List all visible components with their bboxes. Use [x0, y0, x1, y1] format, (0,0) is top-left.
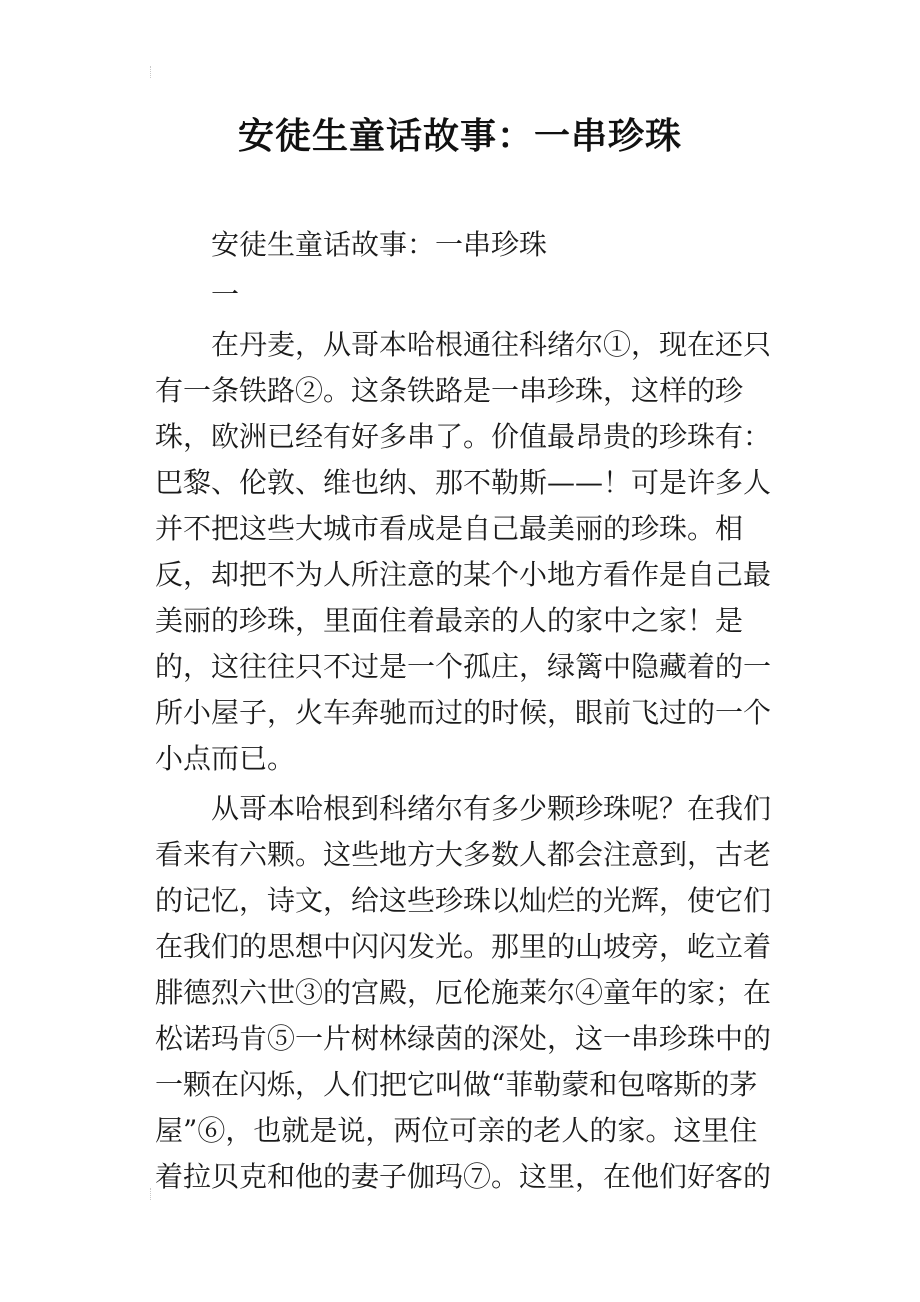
paragraph: 从哥本哈根到科绪尔有多少颗珍珠呢？在我们看来有六颗。这些地方大多数人都会注意到，古老的记忆，诗文，给这些珍珠以灿烂的光辉，使它们在我们的思想中闪闪发光。那里的山坡旁，屹立着腓德烈六世③的宫殿，厄伦施莱尔④童年的家；在松诺玛肯⑤一片树林绿茵的深处，这一串珍珠中的一颗在闪烁，人们把它叫做“菲勒蒙和包喀斯的茅屋”⑥，也就是说，两位可亲的老人的家。这里住着拉贝克和他的妻子伽玛⑦。这里，在他们好客的: [155, 792, 772, 1193]
document-body: [155, 222, 775, 1200]
paragraph: 在丹麦，从哥本哈根通往科绪尔①，现在还只有一条铁路②。这条铁路是一串珍珠，这样的珍珠，欧洲已经有好多串了。价值最昂贵的珍珠有：巴黎、伦敦、维也纳、那不勒斯——！可是许多人并不把这些大城市看成是自己最美丽的珍珠。相反，却把不为人所注意的某个小地方看作是自己最美丽的珍珠，里面住着最亲的人的家中之家！是的，这往往只不过是一个孤庄，绿篱中隐藏着的一所小屋子，火车奔驰而过的时候，眼前飞过的一个小点而已。: [155, 328, 772, 775]
section-number: 一: [211, 278, 240, 311]
story-subtitle: 安徒生童话故事：一串珍珠: [211, 228, 548, 261]
corner-crop-mark: [150, 66, 157, 78]
page-title: 安徒生童话故事：一串珍珠: [237, 116, 682, 157]
